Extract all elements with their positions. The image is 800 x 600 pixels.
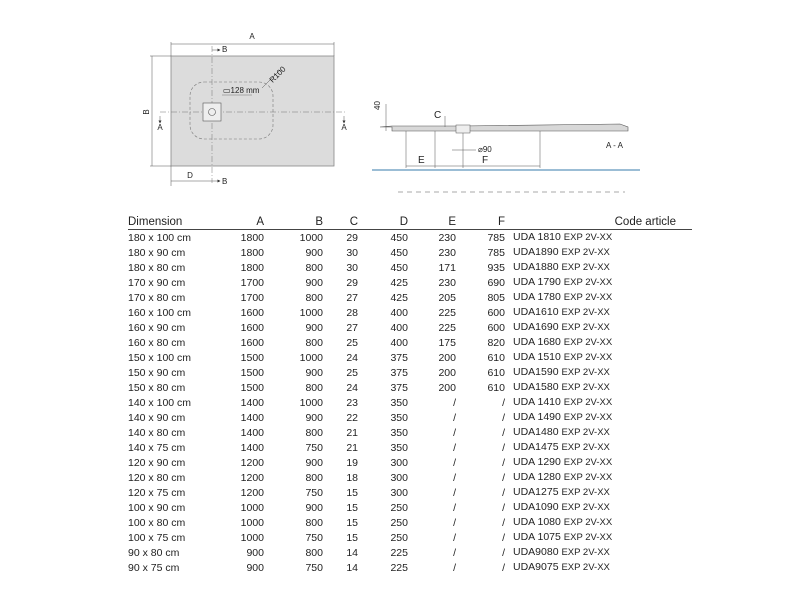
cell-a: 1400 xyxy=(240,411,264,424)
code-suffix: EXP 2V-XX xyxy=(563,352,613,363)
code-prefix: UDA 1075 xyxy=(513,531,561,543)
cell-c: 28 xyxy=(346,306,358,319)
table-row xyxy=(128,470,692,485)
cell-dimension: 140 x 100 cm xyxy=(128,396,192,409)
cell-code-article xyxy=(505,365,692,380)
cell-f: 600 xyxy=(487,306,505,319)
cell-dimension: 90 x 80 cm xyxy=(128,546,180,559)
table-row xyxy=(128,260,692,275)
table-row xyxy=(128,380,692,395)
cell-code-article xyxy=(505,305,692,320)
cell-d: 450 xyxy=(390,261,408,274)
code-prefix: UDA1275 xyxy=(513,486,559,498)
cell-code-article xyxy=(505,335,692,350)
drain-square xyxy=(203,103,221,121)
cell-c: 14 xyxy=(346,561,358,574)
section-mark-top: B xyxy=(222,45,228,54)
cell-e: / xyxy=(453,546,456,559)
code-suffix: EXP 2V-XX xyxy=(561,262,610,273)
code-prefix: UDA1590 xyxy=(513,366,559,378)
code-prefix: UDA1580 xyxy=(513,381,559,393)
cell-a: 900 xyxy=(246,546,264,559)
code-suffix: EXP 2V-XX xyxy=(561,547,610,558)
cell-b: 900 xyxy=(305,321,323,334)
table-row xyxy=(128,530,692,545)
diameter-label: ⌀90 xyxy=(478,145,492,154)
cell-code-article xyxy=(505,530,692,545)
cell-b: 900 xyxy=(305,276,323,289)
cell-f: / xyxy=(502,501,505,514)
cell-d: 350 xyxy=(390,396,408,409)
cell-f: / xyxy=(502,561,505,574)
cell-b: 1000 xyxy=(299,231,323,244)
cell-f: 610 xyxy=(487,381,505,394)
table-row xyxy=(128,500,692,515)
cell-c: 18 xyxy=(346,471,358,484)
code-prefix: UDA 1490 xyxy=(513,411,561,423)
code-prefix: UDA1475 xyxy=(513,441,559,453)
cell-f: 935 xyxy=(487,261,505,274)
cell-f: 785 xyxy=(487,231,505,244)
code-prefix: UDA 1280 xyxy=(513,471,561,483)
cell-e: / xyxy=(453,441,456,454)
cell-d: 350 xyxy=(390,411,408,424)
cell-b: 800 xyxy=(305,546,323,559)
cell-c: 29 xyxy=(346,276,358,289)
cell-dimension: 90 x 75 cm xyxy=(128,561,180,574)
table-row xyxy=(128,350,692,365)
cell-e: / xyxy=(453,561,456,574)
cell-c: 25 xyxy=(346,366,358,379)
cell-d: 350 xyxy=(390,441,408,454)
cell-f: / xyxy=(502,456,505,469)
header-f: F xyxy=(456,214,505,230)
cell-f: / xyxy=(502,516,505,529)
cell-b: 800 xyxy=(305,426,323,439)
table-row xyxy=(128,410,692,425)
cell-a: 1200 xyxy=(240,471,264,484)
cell-a: 1500 xyxy=(240,366,264,379)
cell-d: 250 xyxy=(390,516,408,529)
cell-b: 900 xyxy=(305,246,323,259)
table-row xyxy=(128,440,692,455)
cell-f: 600 xyxy=(487,321,505,334)
cell-a: 1400 xyxy=(240,396,264,409)
code-suffix: EXP 2V-XX xyxy=(563,232,613,243)
cell-f: / xyxy=(502,396,505,409)
cell-a: 1800 xyxy=(240,231,264,244)
drain-size-label: ▭128 mm xyxy=(223,86,260,95)
cell-b: 750 xyxy=(305,486,323,499)
cell-code-article xyxy=(505,500,692,515)
cell-d: 250 xyxy=(390,501,408,514)
code-suffix: EXP 2V-XX xyxy=(561,442,610,453)
cell-c: 21 xyxy=(346,441,358,454)
cell-c: 15 xyxy=(346,486,358,499)
cell-code-article xyxy=(505,230,692,246)
code-prefix: UDA 1510 xyxy=(513,351,561,363)
cell-d: 300 xyxy=(390,471,408,484)
code-prefix: UDA 1080 xyxy=(513,516,561,528)
cell-e: 230 xyxy=(438,246,456,259)
cell-a: 1600 xyxy=(240,336,264,349)
table-row xyxy=(128,305,692,320)
cell-f: / xyxy=(502,531,505,544)
cell-d: 300 xyxy=(390,486,408,499)
table-row xyxy=(128,455,692,470)
table-row xyxy=(128,290,692,305)
cell-c: 30 xyxy=(346,261,358,274)
cell-d: 225 xyxy=(390,561,408,574)
cell-code-article xyxy=(505,395,692,410)
cell-e: / xyxy=(453,396,456,409)
code-prefix: UDA9080 xyxy=(513,546,559,558)
section-arrow-right: A xyxy=(341,123,347,132)
cell-code-article xyxy=(505,485,692,500)
cell-b: 900 xyxy=(305,411,323,424)
cell-e: / xyxy=(453,486,456,499)
code-prefix: UDA 1780 xyxy=(513,291,561,303)
cell-e: 200 xyxy=(438,366,456,379)
code-suffix: EXP 2V-XX xyxy=(563,517,613,528)
cell-dimension: 160 x 90 cm xyxy=(128,321,186,334)
code-prefix: UDA 1290 xyxy=(513,456,561,468)
cell-code-article xyxy=(505,320,692,335)
cell-a: 900 xyxy=(246,561,264,574)
cell-dimension: 100 x 80 cm xyxy=(128,516,186,529)
cell-c: 14 xyxy=(346,546,358,559)
cell-dimension: 150 x 80 cm xyxy=(128,381,186,394)
cell-a: 1400 xyxy=(240,441,264,454)
code-prefix: UDA1480 xyxy=(513,426,559,438)
code-suffix: EXP 2V-XX xyxy=(561,562,610,573)
cell-e: 175 xyxy=(438,336,456,349)
cell-a: 1200 xyxy=(240,486,264,499)
cell-e: 171 xyxy=(438,261,456,274)
cell-b: 800 xyxy=(305,336,323,349)
cell-f: / xyxy=(502,441,505,454)
table-row xyxy=(128,365,692,380)
cell-b: 750 xyxy=(305,441,323,454)
table-row xyxy=(128,275,692,290)
cell-b: 800 xyxy=(305,261,323,274)
table-row xyxy=(128,245,692,260)
cell-a: 1200 xyxy=(240,456,264,469)
cell-a: 1600 xyxy=(240,321,264,334)
cell-b: 800 xyxy=(305,471,323,484)
cell-c: 23 xyxy=(346,396,358,409)
code-prefix: UDA1090 xyxy=(513,501,559,513)
cell-a: 1800 xyxy=(240,246,264,259)
header-e: E xyxy=(408,214,456,230)
cell-c: 30 xyxy=(346,246,358,259)
code-suffix: EXP 2V-XX xyxy=(561,487,610,498)
cell-dimension: 180 x 100 cm xyxy=(128,231,192,244)
cell-e: / xyxy=(453,516,456,529)
dim-label-d: D xyxy=(187,171,193,180)
radius-label: R100 xyxy=(267,64,288,85)
tray-profile xyxy=(380,124,628,131)
cell-e: 230 xyxy=(438,276,456,289)
code-suffix: EXP 2V-XX xyxy=(563,532,613,543)
cell-c: 27 xyxy=(346,291,358,304)
cell-code-article xyxy=(505,260,692,275)
tray-outline xyxy=(171,56,334,166)
table-row xyxy=(128,545,692,560)
code-prefix: UDA1690 xyxy=(513,321,559,333)
cell-code-article xyxy=(505,515,692,530)
dim-label-f: F xyxy=(482,155,489,166)
cell-f: 805 xyxy=(487,291,505,304)
cell-c: 15 xyxy=(346,501,358,514)
code-suffix: EXP 2V-XX xyxy=(561,322,610,333)
cell-f: 690 xyxy=(487,276,505,289)
cell-b: 1000 xyxy=(299,396,323,409)
code-suffix: EXP 2V-XX xyxy=(563,412,613,423)
table-row xyxy=(128,425,692,440)
cell-code-article xyxy=(505,245,692,260)
table-header-row xyxy=(128,214,692,230)
cell-d: 450 xyxy=(390,231,408,244)
section-name-label: A - A xyxy=(606,141,623,150)
cell-code-article xyxy=(505,410,692,425)
cell-dimension: 100 x 75 cm xyxy=(128,531,186,544)
cell-b: 750 xyxy=(305,531,323,544)
cell-f: 820 xyxy=(487,336,505,349)
cell-dimension: 140 x 80 cm xyxy=(128,426,186,439)
code-suffix: EXP 2V-XX xyxy=(561,247,610,258)
cell-e: 205 xyxy=(438,291,456,304)
cell-c: 19 xyxy=(346,456,358,469)
cell-d: 250 xyxy=(390,531,408,544)
code-prefix: UDA 1790 xyxy=(513,276,561,288)
cell-e: / xyxy=(453,411,456,424)
cell-b: 800 xyxy=(305,291,323,304)
code-suffix: EXP 2V-XX xyxy=(563,277,613,288)
cell-d: 375 xyxy=(390,351,408,364)
code-prefix: UDA1890 xyxy=(513,246,559,258)
cell-a: 1800 xyxy=(240,261,264,274)
cell-b: 900 xyxy=(305,366,323,379)
cell-a: 1500 xyxy=(240,351,264,364)
header-code-article: Code article xyxy=(505,214,692,230)
cell-dimension: 160 x 100 cm xyxy=(128,306,192,319)
header-a: A xyxy=(224,214,264,230)
dimensions-table xyxy=(128,214,692,575)
code-suffix: EXP 2V-XX xyxy=(561,502,610,513)
cell-dimension: 120 x 75 cm xyxy=(128,486,186,499)
cell-b: 800 xyxy=(305,516,323,529)
cell-b: 1000 xyxy=(299,306,323,319)
section-arrow-left: A xyxy=(157,123,163,132)
cell-dimension: 170 x 80 cm xyxy=(128,291,186,304)
cell-d: 375 xyxy=(390,381,408,394)
cell-dimension: 150 x 90 cm xyxy=(128,366,186,379)
code-prefix: UDA1880 xyxy=(513,261,559,273)
cell-e: / xyxy=(453,501,456,514)
drain-pipe xyxy=(456,125,470,133)
cell-dimension: 120 x 90 cm xyxy=(128,456,186,469)
code-suffix: EXP 2V-XX xyxy=(563,337,613,348)
cell-a: 1700 xyxy=(240,276,264,289)
dim-label-e: E xyxy=(418,155,425,166)
cell-code-article xyxy=(505,470,692,485)
cell-a: 1600 xyxy=(240,306,264,319)
cell-a: 1400 xyxy=(240,426,264,439)
cell-a: 1700 xyxy=(240,291,264,304)
cell-c: 25 xyxy=(346,336,358,349)
table-row xyxy=(128,485,692,500)
header-b: B xyxy=(264,214,323,230)
code-prefix: UDA 1680 xyxy=(513,336,561,348)
table-row xyxy=(128,320,692,335)
cell-e: / xyxy=(453,471,456,484)
code-suffix: EXP 2V-XX xyxy=(563,472,613,483)
cell-f: 785 xyxy=(487,246,505,259)
cell-e: / xyxy=(453,426,456,439)
cell-dimension: 100 x 90 cm xyxy=(128,501,186,514)
cell-c: 15 xyxy=(346,516,358,529)
cell-code-article xyxy=(505,380,692,395)
cell-f: / xyxy=(502,486,505,499)
cell-dimension: 120 x 80 cm xyxy=(128,471,186,484)
cell-code-article xyxy=(505,440,692,455)
cell-f: / xyxy=(502,546,505,559)
cell-code-article xyxy=(505,545,692,560)
cell-c: 27 xyxy=(346,321,358,334)
cell-b: 1000 xyxy=(299,351,323,364)
table-row xyxy=(128,335,692,350)
cell-dimension: 160 x 80 cm xyxy=(128,336,186,349)
cell-a: 1000 xyxy=(240,531,264,544)
cell-c: 21 xyxy=(346,426,358,439)
cell-c: 15 xyxy=(346,531,358,544)
cell-d: 425 xyxy=(390,291,408,304)
section-view xyxy=(372,101,640,170)
cell-code-article xyxy=(505,290,692,305)
cell-dimension: 180 x 80 cm xyxy=(128,261,186,274)
code-prefix: UDA 1410 xyxy=(513,396,561,408)
cell-d: 225 xyxy=(390,546,408,559)
cell-code-article xyxy=(505,425,692,440)
cell-d: 300 xyxy=(390,456,408,469)
plan-view xyxy=(142,32,347,186)
code-prefix: UDA1610 xyxy=(513,306,559,318)
cell-d: 425 xyxy=(390,276,408,289)
cell-code-article xyxy=(505,455,692,470)
cell-d: 375 xyxy=(390,366,408,379)
code-suffix: EXP 2V-XX xyxy=(561,427,610,438)
table-row xyxy=(128,515,692,530)
cell-a: 1000 xyxy=(240,501,264,514)
cell-d: 400 xyxy=(390,306,408,319)
code-suffix: EXP 2V-XX xyxy=(563,457,613,468)
cell-a: 1000 xyxy=(240,516,264,529)
cell-code-article xyxy=(505,275,692,290)
cell-dimension: 140 x 75 cm xyxy=(128,441,186,454)
cell-d: 450 xyxy=(390,246,408,259)
cell-e: 225 xyxy=(438,306,456,319)
cell-d: 400 xyxy=(390,321,408,334)
cell-f: / xyxy=(502,471,505,484)
cell-dimension: 180 x 90 cm xyxy=(128,246,186,259)
cell-b: 800 xyxy=(305,381,323,394)
cell-e: 225 xyxy=(438,321,456,334)
cell-e: / xyxy=(453,531,456,544)
technical-drawings xyxy=(0,0,800,200)
dim-label-c: C xyxy=(434,110,442,121)
code-prefix: UDA9075 xyxy=(513,561,559,573)
table-row xyxy=(128,230,692,246)
cell-f: 610 xyxy=(487,351,505,364)
cell-c: 24 xyxy=(346,381,358,394)
cell-dimension: 150 x 100 cm xyxy=(128,351,192,364)
cell-dimension: 140 x 90 cm xyxy=(128,411,186,424)
table-row xyxy=(128,395,692,410)
cell-e: 200 xyxy=(438,351,456,364)
dim-label-b: B xyxy=(142,109,151,115)
section-mark-bottom: B xyxy=(222,177,228,186)
code-suffix: EXP 2V-XX xyxy=(561,307,610,318)
cell-code-article xyxy=(505,560,692,575)
cell-e: / xyxy=(453,456,456,469)
cell-a: 1500 xyxy=(240,381,264,394)
cell-b: 900 xyxy=(305,501,323,514)
cell-e: 200 xyxy=(438,381,456,394)
cell-c: 24 xyxy=(346,351,358,364)
cell-f: / xyxy=(502,411,505,424)
cell-f: / xyxy=(502,426,505,439)
header-c: C xyxy=(323,214,358,230)
cell-e: 230 xyxy=(438,231,456,244)
cell-d: 350 xyxy=(390,426,408,439)
table-row xyxy=(128,560,692,575)
code-suffix: EXP 2V-XX xyxy=(563,397,613,408)
code-suffix: EXP 2V-XX xyxy=(561,367,610,378)
cell-b: 750 xyxy=(305,561,323,574)
cell-dimension: 170 x 90 cm xyxy=(128,276,186,289)
cell-b: 900 xyxy=(305,456,323,469)
cell-c: 29 xyxy=(346,231,358,244)
cell-c: 22 xyxy=(346,411,358,424)
header-dimension: Dimension xyxy=(128,214,224,230)
code-suffix: EXP 2V-XX xyxy=(563,292,613,303)
cell-f: 610 xyxy=(487,366,505,379)
code-suffix: EXP 2V-XX xyxy=(561,382,610,393)
cell-code-article xyxy=(505,350,692,365)
cell-d: 400 xyxy=(390,336,408,349)
header-d: D xyxy=(358,214,408,230)
dim-label-a: A xyxy=(249,32,255,41)
code-prefix: UDA 1810 xyxy=(513,231,561,243)
height-label: 40 xyxy=(373,101,382,110)
